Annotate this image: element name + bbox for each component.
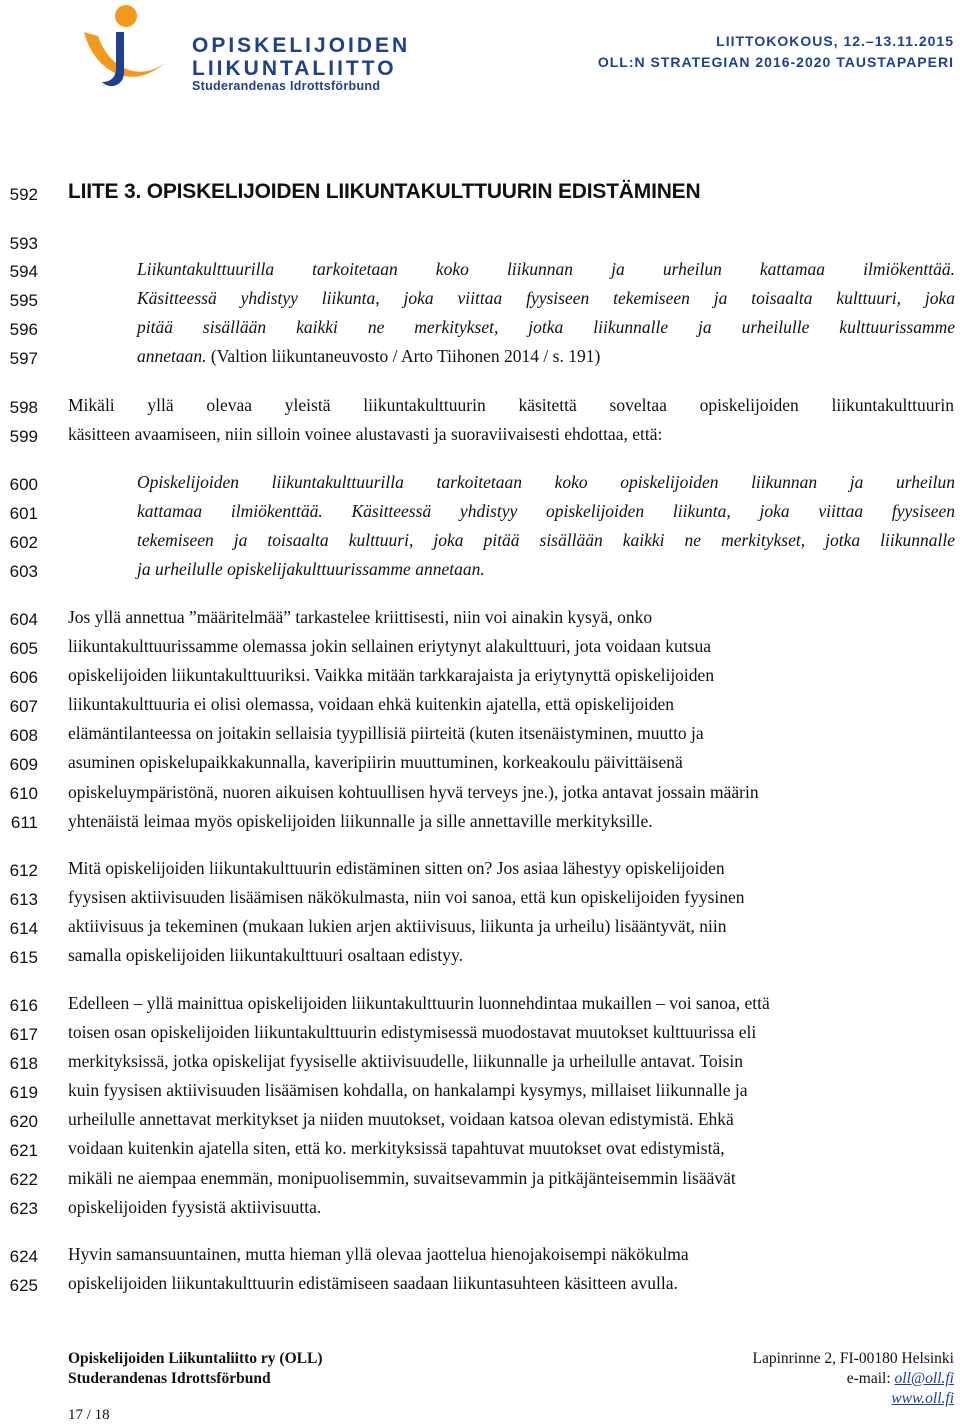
text-line: urheilulle annettavat merkitykset ja niiden muutokset, voidaan katsoa olevan edistymistä. Ehkä (68, 1109, 734, 1130)
line-number: 612 (9, 861, 38, 880)
line-number: 621 (9, 1141, 38, 1160)
footer-address: Lapinrinne 2, FI-00180 Helsinki (752, 1350, 954, 1367)
text-line: yhtenäistä leimaa myös opiskelijoiden liikunnalle ja sille annettaville merkityksille. (68, 810, 653, 831)
paragraph (68, 989, 954, 1222)
page-number: 17 / 18 (68, 1407, 110, 1423)
quote-line: Liikuntakulttuurilla tarkoitetaan koko liikunnan ja urheilun kattamaa ilmiökenttää. (137, 259, 955, 279)
text-line: voidaan kuitenkin ajatella siten, että ko. merkityksissä tapahtuvat muutokset ovat edistymistä, (68, 1138, 725, 1159)
line-number: 594 (9, 262, 38, 281)
line-number: 624 (9, 1247, 38, 1266)
line-number: 618 (9, 1054, 38, 1073)
quote-source: (Valtion liikuntaneuvosto / Arto Tiihonen 2014 / s. 191) (206, 346, 601, 367)
quote-line: pitää sisällään kaikki ne merkitykset, jotka liikunnalle ja urheilulle kulttuurissamme (137, 317, 955, 338)
org-name-line1: OPISKELIJOIDEN (192, 34, 411, 57)
line-number: 603 (9, 562, 38, 581)
line-number: 611 (10, 813, 38, 832)
footer-org-finnish: Opiskelijoiden Liikuntaliitto ry (OLL) (68, 1350, 323, 1367)
footer-email-link[interactable]: oll@oll.fi (894, 1370, 954, 1387)
text-line: opiskelijoiden liikuntakulttuurin edistämiseen saadaan liikuntasuhteen käsitteen avulla. (68, 1273, 678, 1294)
line-number: 605 (9, 639, 38, 658)
footer-web-link[interactable]: www.oll.fi (891, 1390, 954, 1407)
quote-line: ja urheilulle opiskelijakulttuurissamme annetaan. (137, 559, 485, 580)
line-number: 593 (9, 234, 38, 253)
text-line: elämäntilanteessa on joitakin sellaisia tyypillisiä piirteitä (kuten itsenäistyminen, muutto ja (68, 723, 704, 744)
text-line: opiskelijoiden fyysistä aktiivisuutta. (68, 1196, 322, 1217)
text-line: liikuntakulttuurissamme olemassa jokin sellainen eriytynyt alakulttuuri, jota voidaan kutsua (68, 636, 711, 657)
proposed-definition-quote (137, 468, 955, 584)
footer-org-swedish: Studerandenas Idrottsförbund (68, 1370, 271, 1387)
line-number: 625 (9, 1276, 38, 1295)
line-number: 608 (9, 726, 38, 745)
line-number: 595 (9, 291, 38, 310)
text-line: Jos yllä annettua ”määritelmää” tarkastelee kriittisesti, niin voi ainakin kysyä, onko (68, 607, 653, 627)
text-line: käsitteen avaamiseen, niin silloin voinee alustavasti ja suoraviivaisesti ehdottaa, että: (68, 424, 663, 445)
section-heading: LIITE 3. OPISKELIJOIDEN LIIKUNTAKULTTUURIN EDISTÄMINEN (68, 180, 701, 203)
definition-quote (137, 255, 955, 371)
line-number: 613 (9, 890, 38, 909)
text-line: toisen osan opiskelijoiden liikuntakulttuurin edistymisessä muodostavat muutokset kulttuurissa eli (68, 1022, 757, 1043)
paragraph (68, 854, 954, 970)
org-name-swedish: Studerandenas Idrottsförbund (192, 79, 381, 93)
text-line: samalla opiskelijoiden liikuntakulttuuri osaltaan edistyy. (68, 945, 463, 966)
text-line: asuminen opiskelupaikkakunnalla, kaveripiirin muuttuminen, korkeakoulu päivittäisenä (68, 752, 683, 773)
line-number: 598 (9, 398, 38, 417)
line-number: 602 (9, 533, 38, 552)
line-number: 597 (9, 349, 38, 368)
text-line: Edelleen – yllä mainittua opiskelijoiden liikuntakulttuurin luonnehdintaa mukaillen – voi sanoa, että (68, 993, 770, 1013)
quote-line: kattamaa ilmiökenttää. Käsitteessä yhdistyy opiskelijoiden liikunta, joka viittaa fyysiseen (137, 501, 955, 522)
text-line: mikäli ne aiempaa enemmän, monipuolisemmin, suvaitsevammin ja pitkäjänteisemmin lisäävät (68, 1167, 736, 1188)
line-number: 617 (9, 1025, 38, 1044)
line-number: 604 (9, 610, 38, 629)
paragraph (68, 391, 954, 449)
line-number: 607 (9, 697, 38, 716)
footer-email-line (847, 1370, 954, 1388)
text-line: aktiivisuus ja tekeminen (mukaan lukien arjen aktiivisuus, liikunta ja urheilu) lisääntyvät, niin (68, 916, 727, 937)
footer-web-line (891, 1390, 954, 1408)
quote-line: annetaan. (137, 346, 207, 367)
quote-line: Opiskelijoiden liikuntakulttuurilla tarkoitetaan koko opiskelijoiden liikunnan ja urheilun (137, 472, 955, 492)
text-line: Hyvin samansuuntainen, mutta hieman yllä olevaa jaottelua hienojakoisempi näkökulma (68, 1244, 689, 1264)
line-number: 606 (9, 668, 38, 687)
line-number: 623 (9, 1199, 38, 1218)
line-number: 620 (9, 1112, 38, 1131)
text-line: opiskelijoiden liikuntakulttuuriksi. Vaikka mitään tarkkarajaista ja eriytynyttä opiskelijoiden (68, 665, 715, 686)
paragraph (68, 603, 954, 836)
quote-line: Käsitteessä yhdistyy liikunta, joka viittaa fyysiseen tekemiseen ja toisaalta kulttuuri, joka (137, 288, 955, 309)
text-line: kuin fyysisen aktiivisuuden lisäämisen kohdalla, on hankalampi kysymys, millaiset liikunnalle ja (68, 1080, 748, 1101)
paragraph (68, 1240, 954, 1298)
text-line: Mitä opiskelijoiden liikuntakulttuurin edistäminen sitten on? Jos asiaa lähestyy opiskelijoiden (68, 858, 725, 878)
text-line: liikuntakulttuuria ei olisi olemassa, voidaan ehkä kuitenkin ajatella, että opiskelijoiden (68, 694, 675, 715)
org-name-line2: LIIKUNTALIITTO (192, 57, 397, 80)
text-line: fyysisen aktiivisuuden lisäämisen näkökulmasta, niin voi sanoa, että kun opiskelijoiden fyysinen (68, 887, 745, 908)
line-number: 599 (9, 427, 38, 446)
line-number: 592 (9, 185, 38, 204)
line-number: 619 (9, 1083, 38, 1102)
line-number: 601 (9, 504, 38, 523)
person-j-logo-icon (64, 2, 184, 98)
line-number: 609 (9, 755, 38, 774)
meeting-title: LIITTOKOKOUS, 12.–13.11.2015 (716, 33, 954, 49)
document-title: OLL:N STRATEGIAN 2016-2020 TAUSTAPAPERI (597, 54, 954, 70)
line-number: 615 (9, 948, 38, 967)
line-number: 610 (9, 784, 38, 803)
text-line: opiskeluympäristönä, nuoren aikuisen kohtuullisen hyvä terveys jne.), jotka antavat jossain määrin (68, 781, 759, 802)
line-number: 600 (9, 475, 38, 494)
quote-line: tekemiseen ja toisaalta kulttuuri, joka pitää sisällään kaikki ne merkitykset, jotka liikunnalle (137, 530, 955, 551)
line-number: 614 (9, 919, 38, 938)
text-line: Mikäli yllä olevaa yleistä liikuntakulttuurin käsitettä soveltaa opiskelijoiden liikuntakulttuurin (68, 395, 954, 415)
text-line: merkityksissä, jotka opiskelijat fyysiselle aktiivisuudelle, liikunnalle ja urheilulle antavat. Toisin (68, 1051, 743, 1072)
line-number: 622 (9, 1170, 38, 1189)
line-number: 616 (9, 996, 38, 1015)
footer-email-label: e-mail: (846, 1370, 895, 1387)
line-number: 596 (9, 320, 38, 339)
